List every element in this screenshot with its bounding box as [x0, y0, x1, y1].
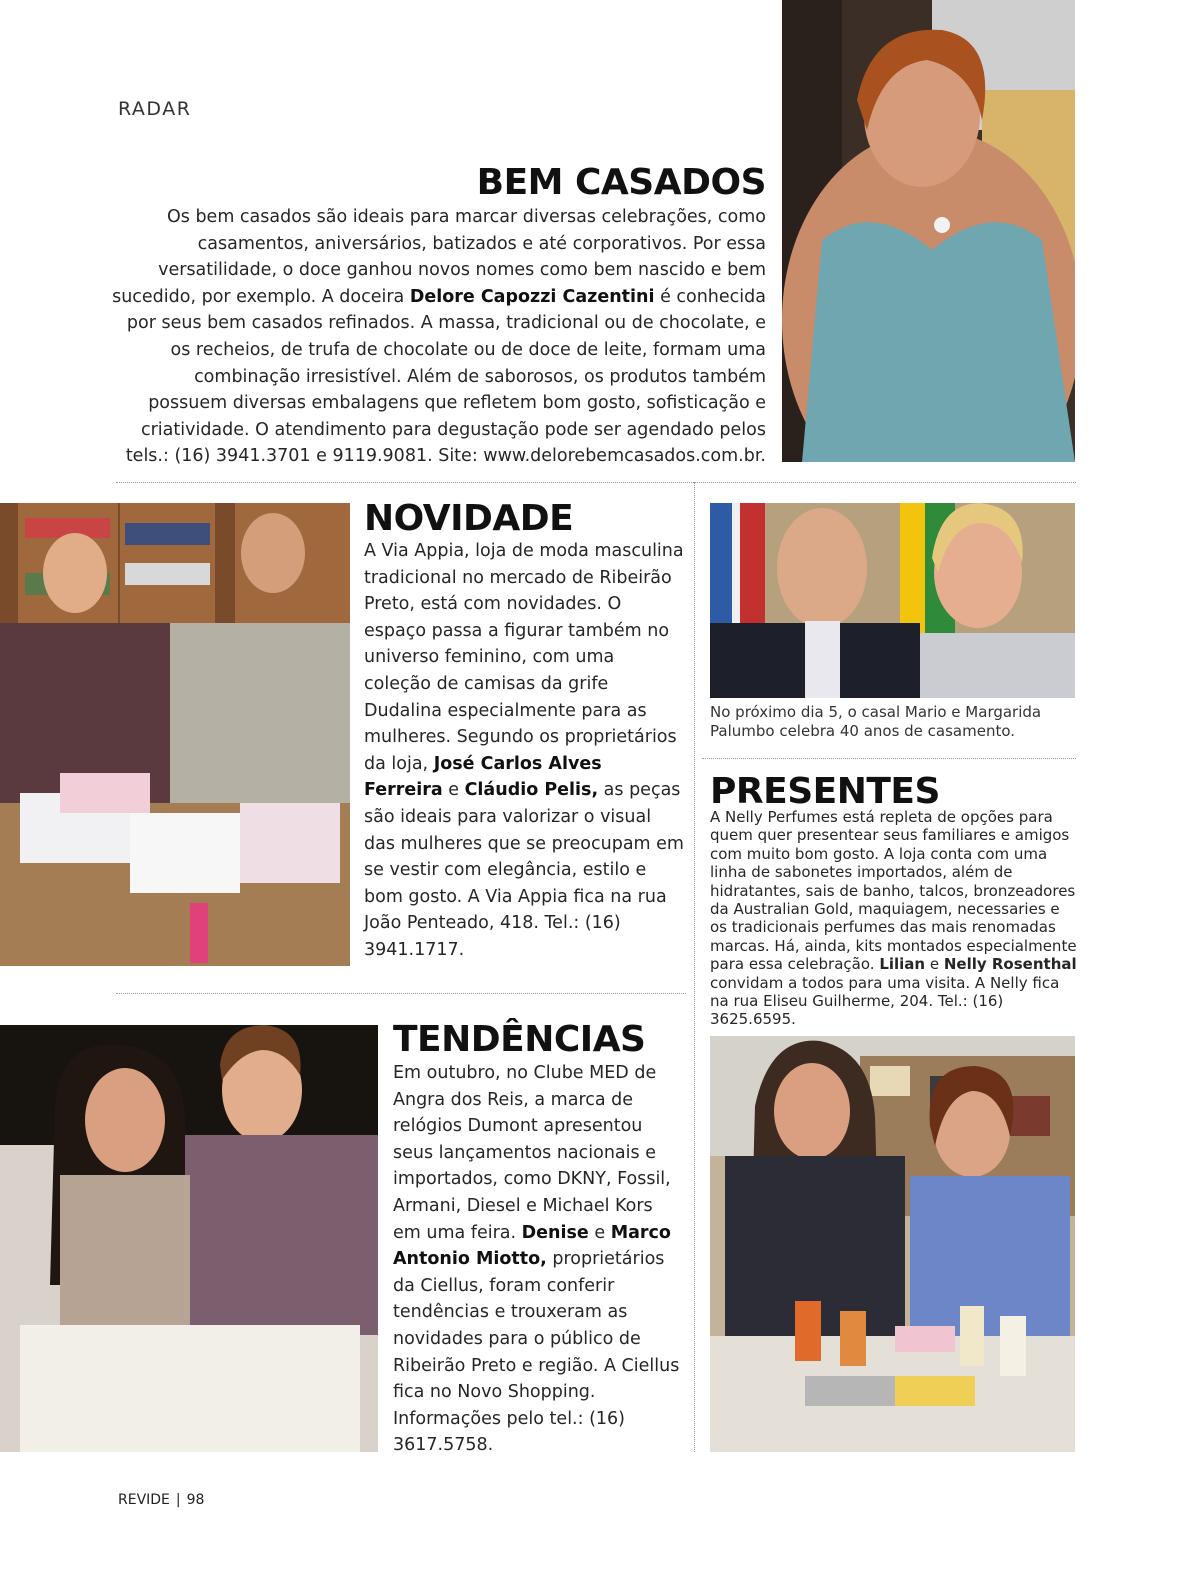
divider	[702, 758, 1076, 759]
presentes-body: A Nelly Perfumes está repleta de opções para quem quer presentear seus familiares e amigos com muito bom gosto. A loja conta com uma linha de sabonetes importados, além de hidratantes, sais de banho, talcos, bronzeadores da Australian Gold, maquiagem, necessaries e os tradicionais perfumes das mais renomadas marcas. Há, ainda, kits montados especialmente para essa celebração. Lilian e Nelly Rosenthal convidam a todos para uma visita. A Nelly fica na rua Eliseu Guilherme, 204. Tel.: (16) 3625.6595.	[710, 808, 1077, 1029]
person-name: Marco Antonio Miotto,	[393, 1222, 671, 1270]
photo-nelly-perfumes	[710, 1036, 1075, 1452]
section-label: RADAR	[118, 98, 192, 120]
page-number: 98	[186, 1492, 205, 1508]
bem-casados-body: Os bem casados são ideais para marcar diversas celebrações, como casamentos, aniversários, batizados e até corporativos. Por essa versatilidade, o doce ganhou novos nomes como bem nascido e bem sucedido, por exemplo. A doceira Delore Capozzi Cazentini é conhecida por seus bem casados refinados. A massa, tradicional ou de chocolate, e os recheios, de trufa de chocolate ou de doce de leite, formam uma combinação irresistível. Além de saborosos, os produtos também possuem diversas embalagens que refletem bom gosto, sofisticação e criatividade. O atendimento para degustação pode ser agendado pelos tels.: (16) 3941.3701 e 9119.9081. Site: www.delorebemcasados.com.br.	[112, 207, 766, 467]
person-name: Delore Capozzi Cazentini	[409, 286, 655, 307]
magazine-name: REVIDE	[118, 1492, 170, 1508]
presentes-title: PRESENTES	[710, 771, 940, 812]
bem-casados-title: BEM CASADOS	[476, 162, 766, 203]
photo-via-appia-owners	[0, 503, 350, 966]
divider	[116, 993, 686, 994]
tendencias-title: TENDÊNCIAS	[393, 1019, 646, 1060]
novidade-body: A Via Appia, loja de moda masculina tradicional no mercado de Ribeirão Preto, está com novidades. O espaço passa a figurar também no universo feminino, com uma coleção de camisas da grife Dudalina especialmente para as mulheres. Segundo os proprietários da loja, José Carlos Alves Ferreira e Cláudio Pelis, as peças são ideais para valorizar o visual das mulheres que se preocupam em se vestir com elegância, estilo e bom gosto. A Via Appia fica na rua João Penteado, 418. Tel.: (16) 3941.1717.	[364, 541, 684, 960]
divider	[116, 482, 1076, 483]
person-name: José Carlos Alves Ferreira	[364, 753, 602, 801]
column-divider	[694, 482, 695, 1452]
person-name: Lilian	[879, 955, 926, 974]
photo-palumbo-couple	[710, 503, 1075, 698]
person-name: Denise	[521, 1222, 589, 1243]
person-name: Nelly Rosenthal	[943, 955, 1077, 974]
novidade-title: NOVIDADE	[364, 498, 574, 539]
footer-separator: |	[175, 1492, 181, 1508]
page-footer	[118, 1492, 204, 1508]
tendencias-body: Em outubro, no Clube MED de Angra dos Reis, a marca de relógios Dumont apresentou seus lançamentos nacionais e importados, como DKNY, Fossil, Armani, Diesel e Michael Kors em uma feira. Denise e Marco Antonio Miotto, proprietários da Ciellus, foram conferir tendências e trouxeram as novidades para o público de Ribeirão Preto e região. A Ciellus fica no Novo Shopping. Informações pelo tel.: (16) 3617.5758.	[393, 1063, 680, 1456]
photo-miotto-couple	[0, 1025, 378, 1452]
person-name: Cláudio Pelis,	[464, 780, 599, 801]
photo-delore	[782, 0, 1075, 462]
casal-caption: No próximo dia 5, o casal Mario e Margarida Palumbo celebra 40 anos de casamento.	[710, 703, 1042, 740]
